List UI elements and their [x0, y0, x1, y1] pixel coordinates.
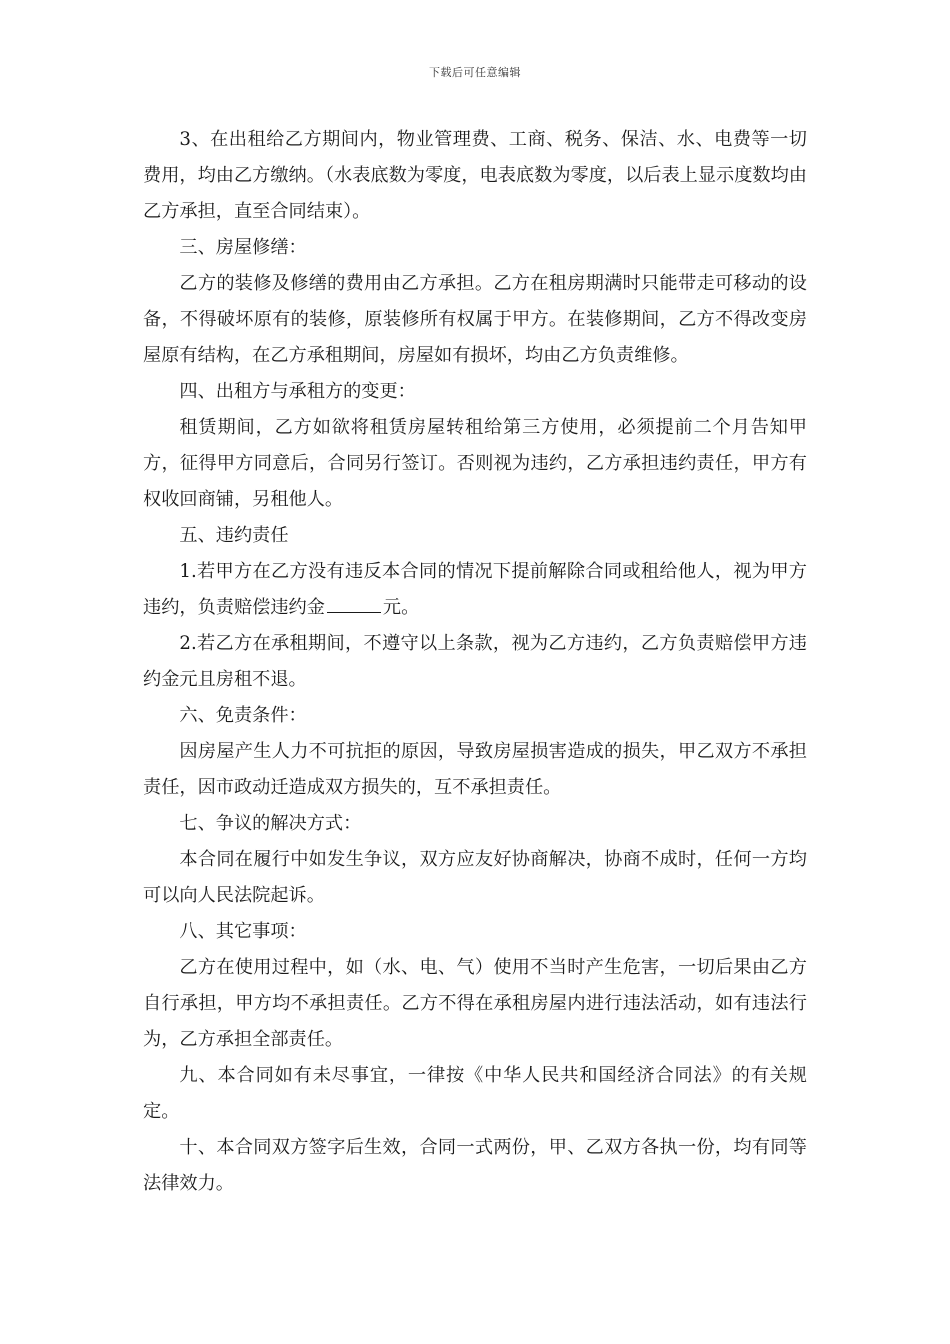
section-heading-exemption: 六、免责条件：	[179, 705, 307, 726]
penalty-amount-blank	[327, 594, 381, 613]
clause-3-fees: 3、在出租给乙方期间内，物业管理费、工商、税务、保洁、水、电费等一切费用，均由乙方缴纳。（水表底数为零度，电表底数为零度，以后表上显示度数均由乙方承担，直至合同结束）。	[143, 129, 807, 222]
section-heading-party-change: 四、出租方与承租方的变更：	[179, 381, 416, 402]
clause-breach-landlord	[143, 554, 807, 626]
clause-sublease: 租赁期间，乙方如欲将租赁房屋转租给第三方使用，必须提前二个月告知甲方，征得甲方同意后，合同另行签订。否则视为违约，乙方承担违约责任，甲方有权收回商铺，另租他人。	[143, 417, 807, 510]
clause-exemption: 因房屋产生人力不可抗拒的原因，导致房屋损害造成的损失，甲乙双方不承担责任，因市政动迁造成双方损失的，互不承担责任。	[143, 741, 807, 798]
section-heading-other: 八、其它事项：	[179, 921, 307, 942]
clause-repairs: 乙方的装修及修缮的费用由乙方承担。乙方在租房期满时只能带走可移动的设备，不得破坏原有的装修，原装修所有权属于甲方。在装修期间，乙方不得改变房屋原有结构，在乙方承租期间，房屋如有损坏，均由乙方负责维修。	[143, 273, 807, 366]
section-heading-breach: 五、违约责任	[179, 525, 289, 546]
page-header-note: 下载后可任意编辑	[429, 66, 521, 79]
clause-10-effect: 十、本合同双方签字后生效，合同一式两份，甲、乙双方各执一份，均有同等法律效力。	[143, 1137, 807, 1194]
clause-breach-landlord-unit: 元。	[382, 597, 420, 618]
clause-breach-tenant: 2.若乙方在承租期间，不遵守以上条款，视为乙方违约，乙方负责赔偿甲方违约金元且房租不退。	[143, 633, 807, 690]
document-body	[143, 122, 807, 1202]
clause-other: 乙方在使用过程中，如（水、电、气）使用不当时产生危害，一切后果由乙方自行承担，甲方均不承担责任。乙方不得在承租房屋内进行违法活动，如有违法行为，乙方承担全部责任。	[143, 957, 807, 1050]
clause-9-unresolved: 九、本合同如有未尽事宜，一律按《中华人民共和国经济合同法》的有关规定。	[143, 1065, 807, 1122]
clause-breach-landlord-text: 1.若甲方在乙方没有违反本合同的情况下提前解除合同或租给他人，视为甲方违约，负责赔偿违约金	[143, 561, 807, 618]
section-heading-dispute: 七、争议的解决方式：	[179, 813, 362, 834]
section-heading-repairs: 三、房屋修缮：	[179, 237, 307, 258]
clause-dispute: 本合同在履行中如发生争议，双方应友好协商解决，协商不成时，任何一方均可以向人民法院起诉。	[143, 849, 807, 906]
